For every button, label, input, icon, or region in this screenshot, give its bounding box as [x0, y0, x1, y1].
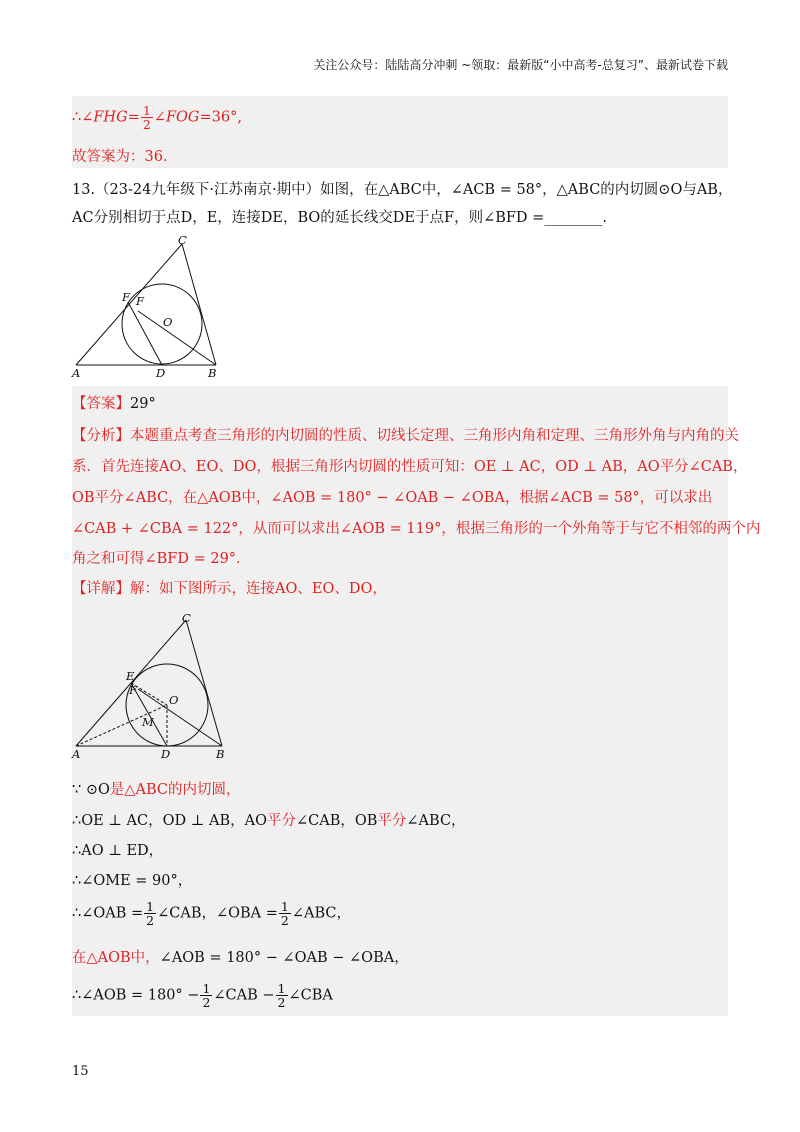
label-a: A: [72, 747, 81, 761]
analysis-line-5: 角之和可得∠BFD = 29°．: [72, 551, 251, 567]
proof-line-2: ∴OE ⊥ AC，OD ⊥ AB，AO平分∠CAB，OB平分∠ABC，: [72, 813, 466, 829]
label-d: D: [161, 747, 171, 761]
label-m: M: [142, 715, 154, 729]
analysis-line-4: ∠CAB + ∠CBA = 122°，从而可以求出∠AOB = 119°，根据三角形的一个外角等于与它不相邻的两个内: [72, 521, 761, 537]
page-number: 15: [72, 1064, 89, 1079]
proof-line-7: ∴∠AOB = 180° − $\frac{1}{2}$ ∠CAB − $\frac{1}{2}$ ∠CBA: [72, 981, 333, 1010]
figure-incircle-1: [66, 232, 236, 380]
label-o: O: [163, 315, 173, 329]
label-e: E: [126, 669, 135, 683]
detail-line: 【详解】解：如下图所示，连接AO、EO、DO，: [72, 581, 387, 597]
proof-line-6: 在△AOB中，∠AOB = 180° − ∠OAB − ∠OBA，: [72, 950, 409, 966]
proof-line-3: ∴AO ⊥ ED，: [72, 843, 164, 859]
question-line-2: AC分别相切于点D，E，连接DE，BO的延长线交DE于点F，则∠BFD =________.: [72, 210, 607, 226]
fraction: $\frac{1}{2}$: [146, 899, 155, 928]
fraction: $\frac{1}{2}$: [202, 981, 211, 1010]
answer-line-prev: 故答案为：36．: [72, 149, 178, 165]
label-o: O: [169, 693, 179, 707]
question-line-1: 13.（23-24九年级下·江苏南京·期中）如图，在△ABC中，∠ACB = 58°，△ABC的内切圆⊙O与AB，: [72, 182, 733, 198]
fraction: $\frac{1}{2}$: [280, 899, 289, 928]
proof-line-5: ∴∠OAB = $\frac{1}{2}$ ∠CAB，∠OBA = $\frac{1}{2}$ ∠ABC，: [72, 899, 351, 928]
label-e: F: [122, 290, 130, 304]
fhg-line: ∴∠FHG= $\frac{1}{2}$ ∠FOG=36°,: [72, 103, 242, 132]
label-b: B: [216, 747, 225, 761]
label-a: A: [72, 366, 81, 380]
label-c: C: [178, 233, 187, 247]
fraction: $\frac{1}{2}$: [142, 103, 151, 132]
analysis-line-1: 【分析】本题重点考查三角形的内切圆的性质、切线长定理、三角形内角和定理、三角形外角与内角的关: [72, 428, 739, 444]
label-f: F: [129, 683, 137, 697]
analysis-line-3: OB平分∠ABC，在△AOB中，∠AOB = 180° − ∠OAB − ∠OBA，根据∠ACB = 58°，可以求出: [72, 490, 713, 506]
page-header: 关注公众号：陆陆高分冲刺 ~领取：最新版“小中高考-总复习”、最新试卷下载: [313, 58, 728, 72]
proof-line-1: ∵ ⊙O是△ABC的内切圆，: [72, 782, 241, 798]
answer-tag: 【答案】: [72, 396, 130, 412]
label-d: D: [156, 366, 166, 380]
answer-value: 29°: [130, 396, 156, 412]
label-f: F: [136, 294, 144, 308]
analysis-line-2: 系．首先连接AO、EO、DO，根据三角形内切圆的性质可知：OE ⊥ AC，OD ⊥ AB，AO平分∠CAB，: [72, 459, 748, 475]
figure-incircle-2: [66, 606, 238, 764]
label-c: C: [182, 611, 191, 625]
answer-line: [72, 392, 156, 413]
label-b: B: [208, 366, 217, 380]
proof-line-4: ∴∠OME = 90°，: [72, 873, 193, 889]
fraction: $\frac{1}{2}$: [277, 981, 286, 1010]
